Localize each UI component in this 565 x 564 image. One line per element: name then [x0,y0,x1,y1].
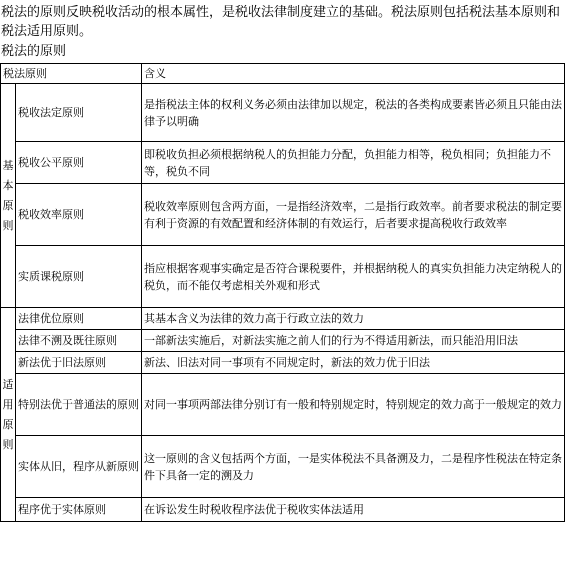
meaning-cell: 是指税法主体的权利义务必须由法律加以规定，税法的各类构成要素皆必须且只能由法律予以明确 [142,84,565,142]
meaning-cell: 税收效率原则包含两方面，一是指经济效率，二是指行政效率。前者要求税法的制定要有利于资源的有效配置和经济体制的有效运行，后者要求提高税收行政效率 [142,184,565,246]
principle-cell: 新法优于旧法原则 [16,352,142,374]
table-row [1,330,565,352]
principle-cell: 程序优于实体原则 [16,498,142,522]
principle-cell: 税收效率原则 [16,184,142,246]
principle-cell: 法律不溯及既往原则 [16,330,142,352]
table-row [1,352,565,374]
category-application: 适用原则 [1,308,16,522]
principle-cell: 法律优位原则 [16,308,142,330]
section-title: 税法的原则 [1,44,67,59]
table-row [1,142,565,184]
meaning-cell: 一部新法实施后，对新法实施之前人们的行为不得适用新法，而只能沿用旧法 [142,330,565,352]
principle-cell: 实质课税原则 [16,246,142,308]
meaning-cell: 对同一事项两部法律分别订有一般和特别规定时，特别规定的效力高于一般规定的效力 [142,374,565,436]
principle-cell: 税收法定原则 [16,84,142,142]
header-principle: 税法原则 [1,64,142,84]
table-row [1,308,565,330]
meaning-cell: 这一原则的含义包括两个方面，一是实体税法不具备溯及力，二是程序性税法在特定条件下具备一定的溯及力 [142,436,565,498]
principle-cell: 税收公平原则 [16,142,142,184]
table-row [1,374,565,436]
intro-paragraph: 税法的原则反映税收活动的根本属性，是税收法律制度建立的基础。税法原则包括税法基本原则和税法适用原则。 [1,5,561,39]
header-meaning: 含义 [142,64,565,84]
principle-cell: 特别法优于普通法的原则 [16,374,142,436]
meaning-cell: 新法、旧法对同一事项有不同规定时，新法的效力优于旧法 [142,352,565,374]
tax-principles-table [0,63,565,522]
meaning-cell: 即税收负担必须根据纳税人的负担能力分配，负担能力相等，税负相同；负担能力不等，税负不同 [142,142,565,184]
table-row [1,436,565,498]
meaning-cell: 在诉讼发生时税收程序法优于税收实体法适用 [142,498,565,522]
table-row [1,84,565,142]
principle-cell: 实体从旧，程序从新原则 [16,436,142,498]
table-row [1,498,565,522]
table-row [1,246,565,308]
table-row [1,184,565,246]
meaning-cell: 其基本含义为法律的效力高于行政立法的效力 [142,308,565,330]
meaning-cell: 指应根据客观事实确定是否符合课税要件，并根据纳税人的真实负担能力决定纳税人的税负，而不能仅考虑相关外观和形式 [142,246,565,308]
table-header-row [1,64,565,84]
category-basic: 基本原则 [1,84,16,308]
